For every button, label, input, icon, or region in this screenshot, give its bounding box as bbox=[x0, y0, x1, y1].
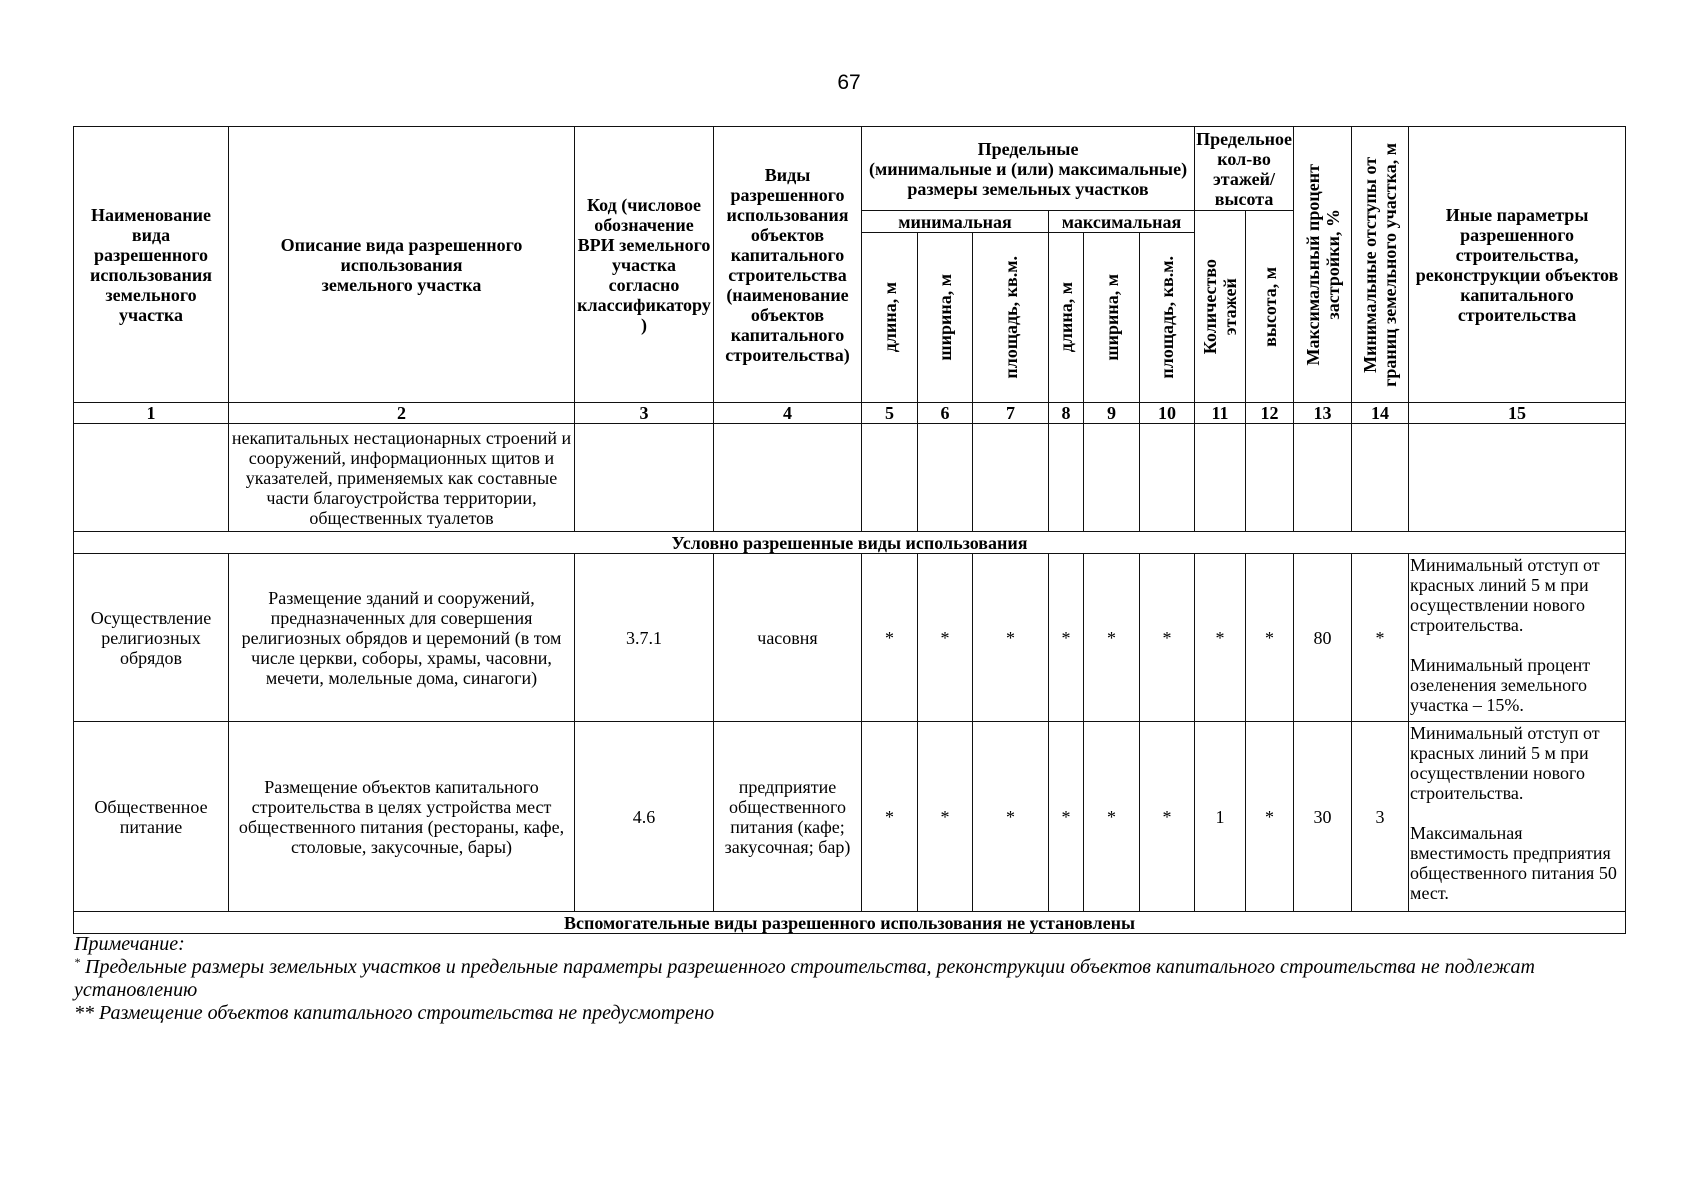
column-number: 2 bbox=[229, 403, 575, 424]
capital-objects: часовня bbox=[714, 554, 862, 722]
min-width-value: * bbox=[918, 722, 973, 912]
header-max-coverage-label: Максимальный процент застройки, % bbox=[1302, 163, 1343, 366]
table-row bbox=[74, 554, 1626, 722]
empty-cell bbox=[1084, 424, 1140, 532]
header-max-area-label: площадь, кв.м. bbox=[1157, 256, 1178, 379]
section-row bbox=[74, 912, 1626, 934]
empty-cell bbox=[1195, 424, 1246, 532]
section-title-conditional: Условно разрешенные виды использования bbox=[74, 532, 1626, 554]
empty-cell bbox=[1140, 424, 1195, 532]
min-setback-value: 3 bbox=[1352, 722, 1409, 912]
header-other-params: Иные параметры разрешенного строительства, реконструкции объектов капитального строительства bbox=[1409, 127, 1626, 403]
classifier-code: 4.6 bbox=[575, 722, 714, 912]
column-number: 3 bbox=[575, 403, 714, 424]
header-min-area-label: площадь, кв.м. bbox=[1000, 256, 1021, 379]
section-title-auxiliary: Вспомогательные виды разрешенного использования не установлены bbox=[74, 912, 1626, 934]
empty-cell bbox=[714, 424, 862, 532]
max-coverage-value: 30 bbox=[1294, 722, 1352, 912]
empty-cell bbox=[918, 424, 973, 532]
empty-cell bbox=[1246, 424, 1294, 532]
page-number: 67 bbox=[837, 71, 861, 94]
section-row bbox=[74, 532, 1626, 554]
empty-cell bbox=[973, 424, 1049, 532]
header-height-label: высота, м bbox=[1259, 266, 1280, 347]
header-min-length bbox=[862, 233, 918, 403]
min-setback-value: * bbox=[1352, 554, 1409, 722]
min-width-value: * bbox=[918, 554, 973, 722]
table-header bbox=[74, 127, 1626, 403]
max-length-value: * bbox=[1049, 554, 1084, 722]
header-max-length bbox=[1049, 233, 1084, 403]
header-max-length-label: длина, м bbox=[1056, 282, 1076, 353]
column-number: 6 bbox=[918, 403, 973, 424]
header-floor-count-label: Количество этажей bbox=[1200, 258, 1241, 355]
header-max-area bbox=[1140, 233, 1195, 403]
height-value: * bbox=[1246, 554, 1294, 722]
header-row bbox=[74, 127, 1626, 211]
floor-count-value: 1 bbox=[1195, 722, 1246, 912]
header-min-setback-label: Минимальные отступы от границ земельного участка, м bbox=[1360, 142, 1401, 387]
max-width-value: * bbox=[1084, 554, 1140, 722]
notes-block bbox=[74, 933, 1626, 1025]
empty-cell bbox=[1352, 424, 1409, 532]
empty-cell bbox=[1049, 424, 1084, 532]
header-min-setback bbox=[1352, 127, 1409, 403]
column-number: 12 bbox=[1246, 403, 1294, 424]
column-number: 10 bbox=[1140, 403, 1195, 424]
min-length-value: * bbox=[862, 722, 918, 912]
empty-cell bbox=[575, 424, 714, 532]
max-length-value: * bbox=[1049, 722, 1084, 912]
table-row-continuation bbox=[74, 424, 1626, 532]
header-min-area bbox=[973, 233, 1049, 403]
empty-cell bbox=[1294, 424, 1352, 532]
header-land-use-name: Наименование вида разрешенного использования земельного участка bbox=[74, 127, 229, 403]
footnote-2: ** Размещение объектов капитального строительства не предусмотрено bbox=[74, 1002, 715, 1024]
header-min-width-label: ширина, м bbox=[935, 274, 955, 361]
height-value: * bbox=[1246, 722, 1294, 912]
header-floors-height-limit: Предельное кол-во этажей/ высота bbox=[1196, 128, 1292, 209]
max-width-value: * bbox=[1084, 722, 1140, 912]
column-number: 7 bbox=[973, 403, 1049, 424]
table-row bbox=[74, 722, 1626, 912]
classifier-code: 3.7.1 bbox=[575, 554, 714, 722]
empty-cell bbox=[862, 424, 918, 532]
notes-label: Примечание: bbox=[74, 933, 185, 955]
header-plot-size-limits: Предельные (минимальные и (или) максимальные) размеры земельных участков bbox=[862, 127, 1195, 211]
footnote-1-text: Предельные размеры земельных участков и предельные параметры разрешенного строительства, реконструкции объектов капитального строительства не подлежат установлению bbox=[74, 956, 1535, 1001]
footnote-1 bbox=[74, 956, 1626, 1002]
empty-cell bbox=[74, 424, 229, 532]
land-use-description: некапитальных нестационарных строений и сооружений, информационных щитов и указателей, применяемых как составные части благоустройства территории, общественных туалетов bbox=[229, 424, 575, 532]
min-area-value: * bbox=[973, 722, 1049, 912]
header-floor-count bbox=[1195, 211, 1246, 403]
header-height bbox=[1246, 211, 1294, 403]
other-params: Минимальный отступ от красных линий 5 м при осуществлении нового строительства. Минимальный процент озеленения земельного участка – 15%. bbox=[1409, 554, 1626, 722]
column-number-row bbox=[74, 403, 1626, 424]
header-min-width bbox=[918, 233, 973, 403]
other-params: Минимальный отступ от красных линий 5 м при осуществлении нового строительства. Максимальная вместимость предприятия общественного питания 50 мест. bbox=[1409, 722, 1626, 912]
header-maximum: максимальная bbox=[1049, 211, 1195, 233]
max-area-value: * bbox=[1140, 722, 1195, 912]
max-area-value: * bbox=[1140, 554, 1195, 722]
land-use-name: Общественное питание bbox=[74, 722, 229, 912]
header-max-width-label: ширина, м bbox=[1101, 274, 1122, 361]
header-max-coverage bbox=[1294, 127, 1352, 403]
land-use-description: Размещение объектов капитального строительства в целях устройства мест общественного питания (рестораны, кафе, столовые, закусочные, бары) bbox=[229, 722, 575, 912]
land-use-description: Размещение зданий и сооружений, предназначенных для совершения религиозных обрядов и церемоний (в том числе церкви, соборы, храмы, часовни, мечети, молельные дома, синагоги) bbox=[229, 554, 575, 722]
land-use-name: Осуществление религиозных обрядов bbox=[74, 554, 229, 722]
header-max-width bbox=[1084, 233, 1140, 403]
floor-count-value: * bbox=[1195, 554, 1246, 722]
empty-cell bbox=[1409, 424, 1626, 532]
column-number: 13 bbox=[1294, 403, 1352, 424]
table-body bbox=[74, 403, 1626, 934]
footnote-1-marker: * bbox=[74, 955, 80, 969]
header-description: Описание вида разрешенного использования земельного участка bbox=[229, 127, 575, 403]
column-number: 14 bbox=[1352, 403, 1409, 424]
min-length-value: * bbox=[862, 554, 918, 722]
header-capital-objects: Виды разрешенного использования объектов капитального строительства (наименование объектов капитального строительства) bbox=[714, 127, 862, 403]
header-min-length-label: длина, м bbox=[879, 282, 900, 353]
column-number: 5 bbox=[862, 403, 918, 424]
header-classifier-code: Код (числовое обозначение ВРИ земельного участка согласно классификатору ) bbox=[575, 127, 714, 403]
column-number: 9 bbox=[1084, 403, 1140, 424]
min-area-value: * bbox=[973, 554, 1049, 722]
column-number: 8 bbox=[1049, 403, 1084, 424]
column-number: 1 bbox=[74, 403, 229, 424]
header-minimum: минимальная bbox=[862, 211, 1049, 233]
max-coverage-value: 80 bbox=[1294, 554, 1352, 722]
capital-objects: предприятие общественного питания (кафе; закусочная; бар) bbox=[714, 722, 862, 912]
column-number: 15 bbox=[1409, 403, 1626, 424]
column-number: 4 bbox=[714, 403, 862, 424]
land-use-table bbox=[73, 126, 1626, 934]
column-number: 11 bbox=[1195, 403, 1246, 424]
